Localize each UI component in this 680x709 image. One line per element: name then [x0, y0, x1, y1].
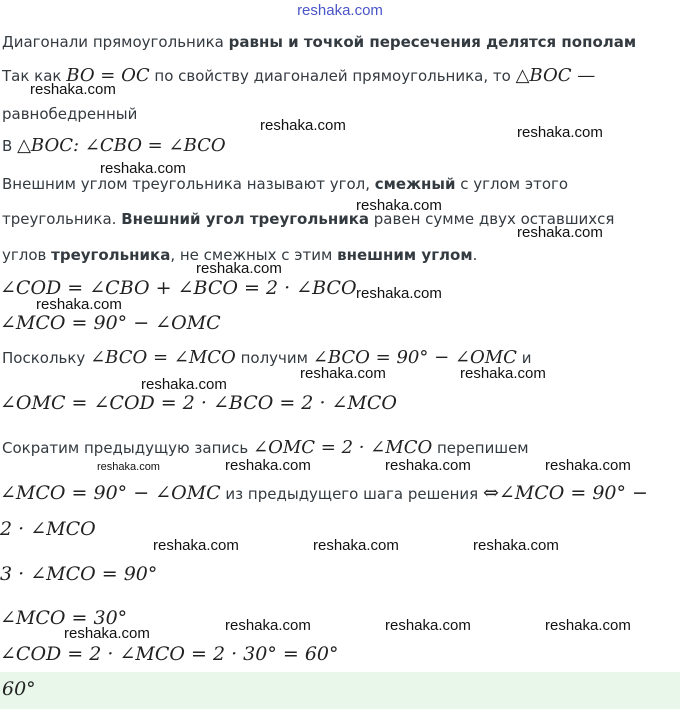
watermark: reshaka.com [517, 224, 603, 241]
text-span: равен сумме двух оставшихся [369, 210, 615, 228]
math-line-5: 3 · ∠MCO = 90° [0, 563, 158, 585]
text-span: получим [235, 349, 313, 367]
text-line-9 [2, 438, 529, 458]
watermark: reshaka.com [225, 457, 311, 474]
text-line-8 [2, 348, 531, 368]
watermark: reshaka.com [100, 160, 186, 177]
text-span: из предыдущего шага решения [220, 485, 483, 503]
math-inline: △BOC — [515, 65, 596, 86]
watermark: reshaka.com [460, 365, 546, 382]
text-span: равнобедренный [2, 105, 138, 123]
watermark: reshaka.com [260, 117, 346, 134]
text-line-5 [2, 174, 568, 194]
bold-span: равны и точкой пересечения делятся пополам [228, 33, 637, 51]
watermark: reshaka.com [141, 376, 227, 393]
watermark: reshaka.com [300, 365, 386, 382]
text-span: Диагонали прямоугольника [2, 33, 229, 51]
watermark: reshaka.com [97, 461, 160, 473]
watermark: reshaka.com [225, 617, 311, 634]
answer-box [0, 672, 680, 709]
text-span: . [472, 246, 478, 264]
text-span: и [516, 349, 532, 367]
watermark: reshaka.com [36, 296, 122, 313]
watermark: reshaka.com [517, 124, 603, 141]
watermark: reshaka.com [30, 81, 116, 98]
bold-span: Внешний угол треугольника [121, 210, 370, 228]
text-span: Сократим предыдущую запись [2, 439, 253, 457]
math-line-4: 2 · ∠MCO [0, 518, 96, 540]
bold-span: внешним углом [337, 246, 473, 264]
watermark: reshaka.com [356, 285, 442, 302]
text-span: углов [2, 246, 52, 264]
watermark: reshaka.com [153, 537, 239, 554]
text-span: треугольника. [2, 210, 122, 228]
text-line-3 [2, 104, 137, 124]
text-line-1 [2, 32, 636, 52]
math-inline: △BOC: ∠CBO = ∠BCO [17, 135, 226, 156]
math-inline: ∠MCO = 90° − ∠OMC [0, 482, 221, 504]
math-line-1: ∠COD = ∠CBO + ∠BCO = 2 · ∠BCO [0, 277, 357, 299]
text-span: с углом этого [455, 175, 569, 193]
watermark: reshaka.com [313, 537, 399, 554]
text-span: В [2, 137, 18, 155]
math-inline: ⇔∠MCO = 90° − [482, 482, 648, 504]
watermark: reshaka.com [545, 617, 631, 634]
bold-span: треугольника [51, 246, 171, 264]
bold-span: смежный [374, 175, 456, 193]
math-inline: ∠OMC = 2 · ∠MCO [253, 437, 433, 458]
text-span: , не смежных с этим [170, 246, 338, 264]
math-line-7: ∠COD = 2 · ∠MCO = 2 · 30° = 60° [0, 643, 339, 665]
math-line-2: ∠MCO = 90° − ∠OMC [0, 312, 221, 334]
answer-value: 60° [2, 678, 36, 700]
text-span: по свойству диагоналей прямоугольника, то [149, 67, 516, 85]
watermark: reshaka.com [64, 625, 150, 642]
math-inline: BO = OC [66, 65, 150, 86]
text-span: перепишем [432, 439, 529, 457]
watermark: reshaka.com [385, 617, 471, 634]
watermark: reshaka.com [545, 457, 631, 474]
math-line-6: ∠MCO = 30° [0, 607, 128, 629]
text-span: Внешним углом треугольника называют угол, [2, 175, 375, 193]
watermark: reshaka.com [196, 260, 282, 277]
watermark: reshaka.com [356, 197, 442, 214]
text-line-10 [0, 482, 648, 505]
site-header-link[interactable]: reshaka.com [297, 2, 383, 19]
math-inline: ∠BCO = 90° − ∠OMC [312, 347, 517, 368]
text-span: Так как [2, 67, 67, 85]
math-inline: ∠BCO = ∠MCO [90, 347, 236, 368]
watermark: reshaka.com [473, 537, 559, 554]
watermark: reshaka.com [385, 457, 471, 474]
math-line-3: ∠OMC = ∠COD = 2 · ∠BCO = 2 · ∠MCO [0, 392, 398, 414]
text-line-4 [2, 136, 226, 156]
text-span: Поскольку [2, 349, 91, 367]
